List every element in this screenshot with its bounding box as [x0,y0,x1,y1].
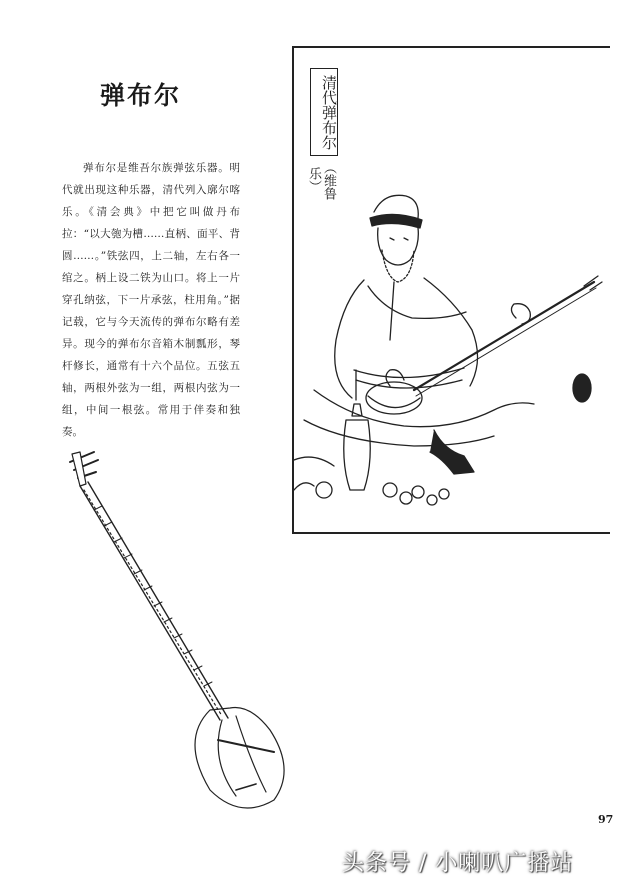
musician-illustration [294,190,606,520]
source-watermark: 头条号 / 小喇叭广播站 [342,851,574,876]
illustration-subcaption: （维鲁乐） [306,160,336,200]
body-paragraph [62,157,240,443]
dambura-instrument-drawing [60,440,300,830]
page-number: 97 [598,813,614,826]
body-text: 弹布尔是维吾尔族弹弦乐器。明代就出现这种乐器，清代列入廓尔喀乐。《清会典》中把它叫做丹布拉：“以大匏为槽……直柄、面平、背圆……。”铁弦四，上二轴，左右各一绾之。柄上设二铁为山口。将上一片穿孔纳弦，下一片承弦，柱用角。”据记载，它与今天流传的弹布尔略有差异。现今的弹布尔音箱木制瓢形，琴杆修长，通常有十六个品位。五弦五轴，两根外弦为一组，两根内弦为一组，中间一根弦。常用于伴奏和独奏。 [62,162,240,438]
illustration-caption: 清代弹布尔 [310,68,338,156]
page-title: 弹布尔 [100,81,182,110]
